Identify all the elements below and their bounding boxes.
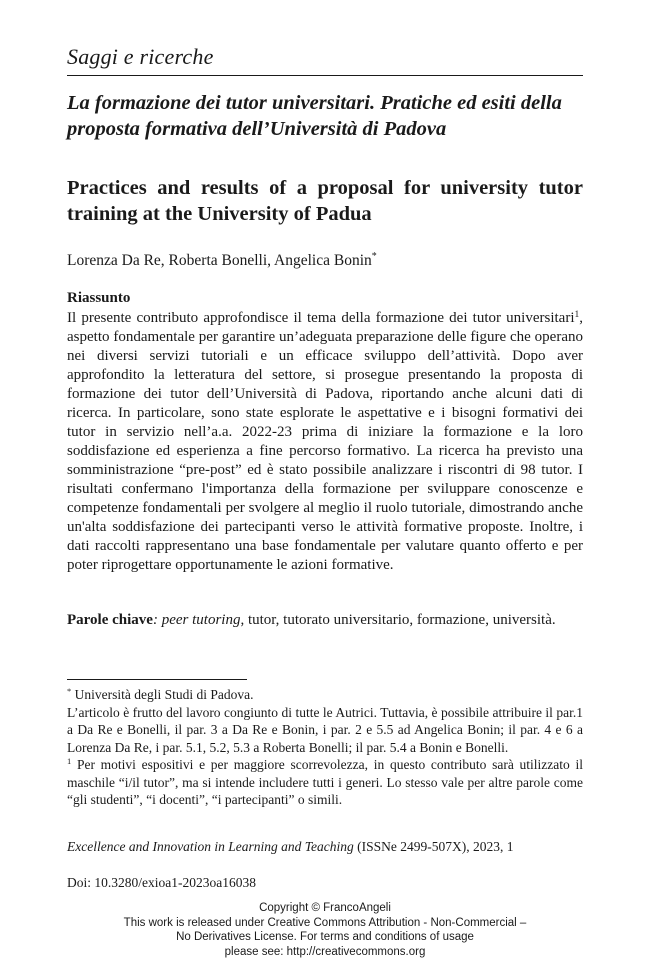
copyright-line-4: please see: http://creativecommons.org — [224, 945, 426, 958]
abstract-heading: Riassunto — [67, 290, 131, 306]
footnote-affiliation — [67, 686, 583, 704]
section-divider — [67, 75, 583, 76]
keywords-rest: , tutor, tutorato universitario, formazione, università. — [240, 612, 556, 628]
footnote-1-mark: 1 — [67, 756, 72, 766]
title-english: Practices and results of a proposal for university tutor training at the University of Padua — [67, 177, 583, 225]
footnote-affiliation-mark: * — [67, 686, 72, 696]
journal-name: Excellence and Innovation in Learning and Teaching — [67, 839, 354, 854]
footnotes — [67, 686, 583, 809]
copyright-line-1: Copyright © FrancoAngeli — [259, 902, 391, 914]
copyright-notice — [0, 901, 650, 959]
footnote-divider — [67, 679, 247, 680]
copyright-line-3: No Derivatives License. For terms and conditions of usage — [176, 931, 474, 943]
abstract-text-part-2: , aspetto fondamentale per garantire un’adeguata preparazione delle figure che operano nei diversi servizi tutoriali e un efficace sviluppo dell’attività. Dopo aver approfondito la letteratura del settore, si prosegue presentando la proposta di formazione dei tutor dell’Università di Padova, riportando anche alcuni dati di ricerca. In particolare, sono state esplorate le aspettative e i bisogni formativi dei tutor in servizio nell’a.a. 2022-23 prima di iniziare la formazione e la loro soddisfazione ed esperienza a fine percorso formativo. La ricerca ha previsto una somministrazione “pre-post” ed è stato possibile analizzare i riscontri di 98 tutor. I risultati confermano l'importanza della formazione per sviluppare conoscenze e competenze fondamentali per svolgere al meglio il ruolo tutoriale, dimostrando anche un'alta soddisfazione dei partecipanti verso le attività formative proposte. Inoltre, i dati raccolti rappresentano una base fondamentale per valutare quanto offerto e per poter riprogettare opportunamente le azioni formative. — [67, 310, 583, 573]
footnote-contribution: L’articolo è frutto del lavoro congiunto di tutte le Autrici. Tuttavia, è possibile attribuire il par.1 a Da Re e Bonelli, il par. 3 a Da Re e Bonin, i par. 2 e 5.5 ad Angelica Bonin; il par. 4 e 6 a Lorenza Da Re, i par. 5.1, 5.2, 5.3 a Roberta Bonelli; il par. 5.4 a Bonin e Bonelli. — [67, 704, 583, 755]
keywords — [67, 611, 583, 630]
authors-names: Lorenza Da Re, Roberta Bonelli, Angelica Bonin — [67, 252, 372, 269]
title-italian: La formazione dei tutor universitari. Pratiche ed esiti della proposta formativa dell’Università di Padova — [67, 92, 562, 140]
footnote-affiliation-text: Università degli Studi di Padova. — [71, 687, 254, 702]
journal-details: (ISSNe 2499-507X), 2023, 1 — [353, 839, 514, 854]
authors-footnote-mark: * — [371, 251, 377, 262]
footnote-1 — [67, 756, 583, 809]
section-label: Saggi e ricerche — [67, 44, 214, 69]
keyword-peer-tutoring: peer tutoring — [161, 612, 241, 628]
copyright-line-2: This work is released under Creative Commons Attribution - Non-Commercial – — [123, 916, 527, 929]
keywords-separator: : — [152, 612, 162, 628]
abstract-footnote-ref: 1 — [574, 310, 580, 320]
abstract-text — [67, 309, 583, 575]
journal-citation — [67, 839, 583, 855]
authors-line — [67, 252, 377, 270]
abstract-text-part-1: Il presente contributo approfondisce il tema della formazione dei tutor universitari — [67, 310, 575, 326]
doi: Doi: 10.3280/exioa1-2023oa16038 — [67, 875, 256, 890]
footnote-1-text: Per motivi espositivi e per maggiore scorrevolezza, in questo contributo sarà utilizzato il maschile “i/il tutor”, ma si intende includere tutti i generi. Lo stesso vale per altre parole come “gli studenti”, “i docenti”, “i partecipanti” o simili. — [67, 757, 583, 807]
keywords-label: Parole chiave — [67, 612, 153, 628]
